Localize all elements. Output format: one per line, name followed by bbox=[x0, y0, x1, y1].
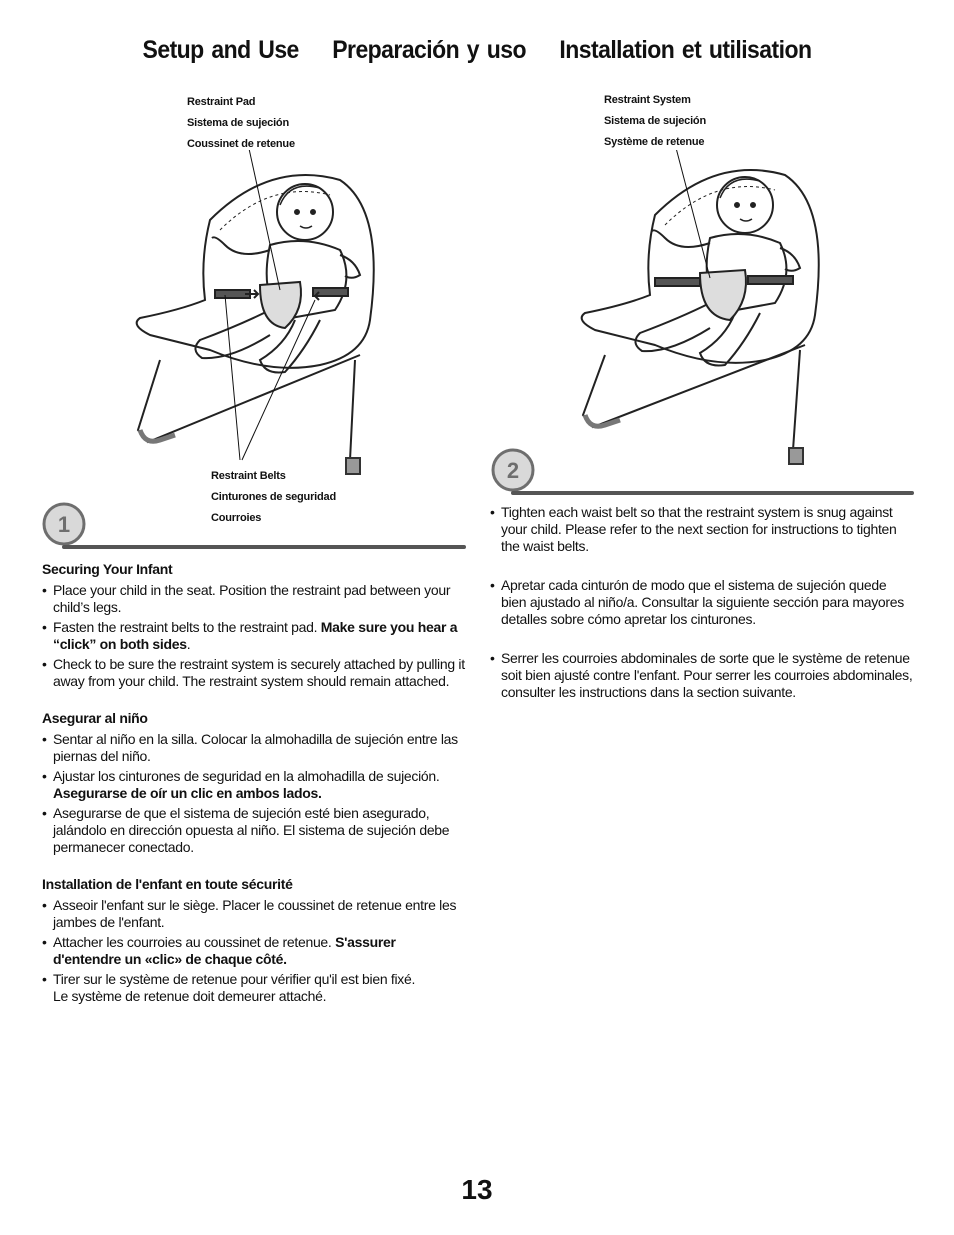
section-heading: Installation de l'enfant en toute sécurité bbox=[42, 876, 293, 892]
step-2-number: 2 bbox=[506, 458, 520, 483]
callout-line: Restraint System bbox=[604, 94, 691, 106]
title-english: Setup and Use bbox=[142, 36, 299, 64]
section-spanish bbox=[42, 710, 467, 856]
list-item: • Place your child in the seat. Position the restraint pad between your child’s legs. bbox=[42, 582, 467, 616]
step-1-number: 1 bbox=[57, 512, 71, 537]
list-item-french: • Serrer les courroies abdominales de sorte que le système de retenue soit bien ajusté contre l'enfant. Pour serrer les courroies abdominales, consulter les instructions dans la section suivante. bbox=[490, 650, 915, 701]
list-item: • Check to be sure the restraint system is securely attached by pulling it away from your child. The restraint system should remain attached. bbox=[42, 656, 467, 690]
title-spanish: Preparación y uso bbox=[332, 36, 526, 64]
list-item-emphasis: S'assurer d'entendre un «clic» de chaque côté. bbox=[53, 934, 396, 967]
section-french bbox=[42, 876, 467, 1005]
section-heading: Asegurar al niño bbox=[42, 710, 148, 726]
bouncer-seat-illustration-1 bbox=[120, 150, 390, 480]
bullet-list bbox=[490, 504, 915, 701]
list-item-spanish: • Apretar cada cinturón de modo que el sistema de sujeción quede bien ajustado al niño/a. Consultar la siguiente sección para mayores detalles sobre cómo apretar los cinturones. bbox=[490, 577, 915, 628]
list-item-text: Le système de retenue doit demeurer attaché. bbox=[53, 988, 327, 1004]
page-number: 13 bbox=[461, 1174, 493, 1205]
title-french: Installation et utilisation bbox=[559, 36, 812, 64]
list-item: • Asseoir l'enfant sur le siège. Placer le coussinet de retenue entre les jambes de l'enfant. bbox=[42, 897, 467, 931]
bullet-list bbox=[42, 731, 467, 856]
list-item-text: Attacher les courroies au coussinet de retenue. bbox=[53, 934, 336, 950]
callout-line: Restraint Pad bbox=[187, 96, 256, 108]
callout-line: Sistema de sujeción bbox=[187, 117, 289, 129]
bullet-list bbox=[42, 582, 467, 690]
list-item bbox=[42, 934, 467, 968]
section-divider-1 bbox=[62, 545, 466, 549]
section-heading: Securing Your Infant bbox=[42, 561, 173, 577]
bouncer-seat-illustration-2 bbox=[565, 150, 835, 480]
list-item-text: Tirer sur le système de retenue pour vérifier qu'il est bien fixé. bbox=[53, 971, 416, 987]
list-item bbox=[42, 619, 467, 653]
callout-restraint-pad bbox=[187, 92, 295, 155]
list-item: • Asegurarse de que el sistema de sujeción esté bien asegurado, jalándolo en dirección opuesta al niño. El sistema de sujeción debe permanecer conectado. bbox=[42, 805, 467, 856]
list-item-text: . bbox=[186, 636, 191, 652]
callout-restraint-system bbox=[604, 90, 706, 153]
step-1-badge bbox=[42, 502, 86, 546]
bullet-list bbox=[42, 897, 467, 1005]
list-item: • Sentar al niño en la silla. Colocar la almohadilla de sujeción entre las piernas del niño. bbox=[42, 731, 467, 765]
callout-line: Coussinet de retenue bbox=[187, 138, 295, 150]
list-item-emphasis: Asegurarse de oír un clic en ambos lados. bbox=[53, 785, 322, 801]
step-2-badge bbox=[491, 448, 535, 492]
section-divider-2 bbox=[511, 491, 914, 495]
left-column-instructions bbox=[42, 561, 467, 1025]
section-english bbox=[42, 561, 467, 690]
list-item-text: Fasten the restraint belts to the restraint pad. bbox=[53, 619, 321, 635]
callout-line: Sistema de sujeción bbox=[604, 115, 706, 127]
callout-line: Restraint Belts bbox=[211, 470, 286, 482]
list-item bbox=[42, 971, 467, 1005]
callout-line: Système de retenue bbox=[604, 136, 705, 148]
right-column-instructions bbox=[490, 504, 915, 723]
callout-line: Cinturones de seguridad bbox=[211, 491, 336, 503]
list-item-emphasis: Make sure you hear a “click” on both sides bbox=[53, 619, 458, 652]
list-item-text: Ajustar los cinturones de seguridad en la almohadilla de sujeción. bbox=[53, 768, 440, 784]
list-item bbox=[42, 768, 467, 802]
callout-line: Courroies bbox=[211, 512, 262, 524]
list-item-english: • Tighten each waist belt so that the restraint system is snug against your child. Please refer to the next section for instructions to tighten the waist belts. bbox=[490, 504, 915, 555]
page-title bbox=[38, 36, 916, 65]
